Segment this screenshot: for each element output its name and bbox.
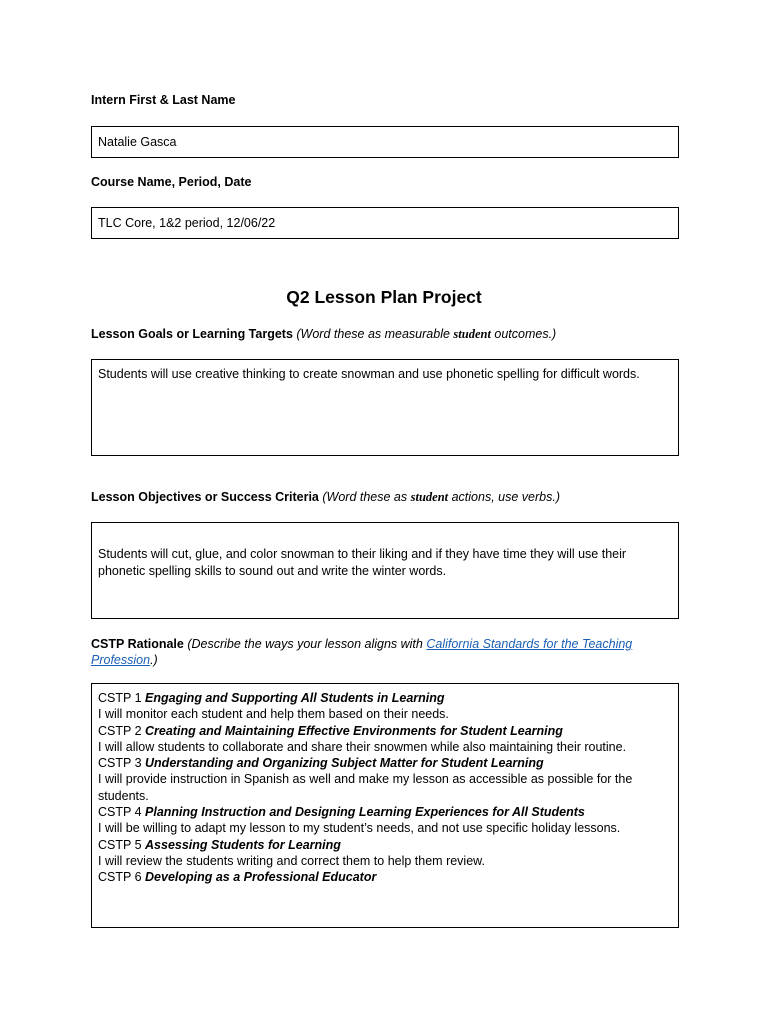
cstp-item-title: Understanding and Organizing Subject Matter for Student Learning [145, 756, 544, 771]
cstp-item [98, 723, 670, 756]
cstp-item-text: I will allow students to collaborate and share their snowmen while also maintaining their routine. [98, 739, 627, 754]
cstp-item [98, 690, 670, 723]
cstp-item-prefix: CSTP 4 [98, 805, 146, 820]
course-field[interactable] [91, 207, 679, 239]
cstp-item-heading [98, 804, 670, 820]
objectives-hint [322, 490, 560, 504]
cstp-item-heading [98, 755, 670, 771]
cstp-item-title: Engaging and Supporting All Students in Learning [145, 691, 445, 705]
goals-value: Students will use creative thinking to create snowman and use phonetic spelling for difficult words. [98, 367, 640, 381]
objectives-label-text: Lesson Objectives or Success Criteria [91, 490, 319, 504]
cstp-item-prefix: CSTP 5 [98, 837, 146, 852]
intern-name-field[interactable] [91, 126, 679, 158]
cstp-item [98, 755, 670, 804]
cstp-item-heading [98, 723, 670, 739]
objectives-hint-after: actions, use verbs.) [448, 490, 560, 504]
cstp-item-title: Planning Instruction and Designing Learning Experiences for All Students [145, 805, 585, 820]
cstp-label-text: CSTP Rationale [91, 637, 184, 651]
intern-name-value: Natalie Gasca [98, 135, 177, 149]
cstp-item [98, 804, 670, 837]
cstp-item-title: Developing as a Professional Educator [145, 870, 377, 885]
goals-hint-bold: student [453, 327, 491, 341]
cstp-label [91, 636, 661, 668]
objectives-label [91, 490, 560, 505]
cstp-item-prefix: CSTP 1 [98, 691, 146, 705]
page-title: Q2 Lesson Plan Project [286, 287, 482, 307]
objectives-field[interactable] [91, 522, 679, 619]
cstp-field[interactable] [91, 683, 679, 928]
goals-field[interactable] [91, 359, 679, 456]
cstp-item-prefix: CSTP 6 [98, 870, 146, 885]
cstp-standards-link[interactable]: California Standards for the Teaching Profession [91, 637, 633, 667]
cstp-item-prefix: CSTP 3 [98, 756, 146, 771]
course-value: TLC Core, 1&2 period, 12/06/22 [98, 216, 276, 230]
course-label: Course Name, Period, Date [91, 175, 252, 189]
objectives-value: Students will cut, glue, and color snowman to their liking and if they have time they will use their phonetic spelling skills to sound out and write the winter words. [98, 547, 627, 578]
cstp-item [98, 837, 670, 870]
cstp-item-text: I will review the students writing and correct them to help them review. [98, 853, 485, 868]
cstp-item-text: I will be willing to adapt my lesson to my student’s needs, and not use specific holiday lessons. [98, 821, 621, 836]
intern-name-label: Intern First & Last Name [91, 93, 236, 107]
cstp-item [98, 869, 670, 885]
cstp-item-heading [98, 869, 670, 885]
goals-label-text: Lesson Goals or Learning Targets [91, 327, 293, 341]
cstp-hint-before: (Describe the ways your lesson aligns with [187, 637, 427, 651]
cstp-item-prefix: CSTP 2 [98, 723, 146, 738]
goals-hint-after: outcomes.) [490, 327, 557, 341]
cstp-item-text: I will monitor each student and help them based on their needs. [98, 707, 449, 722]
objectives-hint-bold: student [410, 490, 449, 504]
cstp-item-title: Creating and Maintaining Effective Environments for Student Learning [145, 723, 563, 738]
goals-hint [296, 327, 556, 341]
cstp-item-title: Assessing Students for Learning [145, 837, 341, 852]
objectives-hint-before: (Word these as [322, 490, 411, 504]
cstp-hint-after: .) [150, 653, 158, 667]
cstp-item-heading [98, 837, 670, 853]
goals-hint-before: (Word these as measurable [296, 327, 454, 341]
goals-label [91, 327, 556, 342]
cstp-item-heading [98, 690, 670, 706]
cstp-item-text: I will provide instruction in Spanish as well and make my lesson as accessible as possible for the students. [98, 772, 633, 803]
